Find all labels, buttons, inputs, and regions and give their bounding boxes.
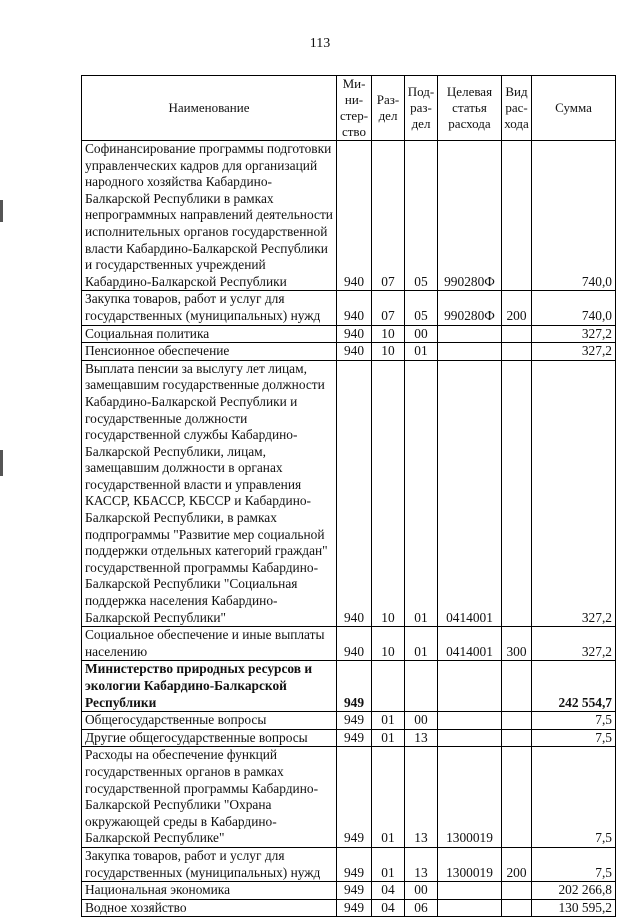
row-subsection: 00	[405, 325, 438, 343]
row-sum: 327,2	[532, 343, 616, 361]
row-section: 07	[372, 141, 405, 291]
row-type	[502, 325, 532, 343]
header-sum: Сумма	[532, 76, 616, 141]
row-type	[502, 882, 532, 900]
row-target	[438, 729, 502, 747]
table-row	[82, 882, 616, 900]
row-target	[438, 899, 502, 917]
row-type: 300	[502, 627, 532, 661]
row-type	[502, 899, 532, 917]
page-number: 113	[309, 36, 331, 51]
row-type	[502, 661, 532, 712]
table-row	[82, 343, 616, 361]
row-name: Софинансирование программы подготовки управленческих кадров для организаций народного хозяйства Кабардино-Балкарской Республики в рамках непрограммных направлений деятельности исполнительных органов государственной власти Кабардино-Балкарской Республики и государственных учреждений Кабардино-Балкарской Республики	[82, 141, 337, 291]
row-subsection: 06	[405, 899, 438, 917]
table-row	[82, 141, 616, 291]
row-section: 10	[372, 325, 405, 343]
row-name: Социальная политика	[82, 325, 337, 343]
table-row	[82, 325, 616, 343]
row-section: 10	[372, 343, 405, 361]
row-subsection: 00	[405, 712, 438, 730]
row-type: 200	[502, 291, 532, 325]
header-section: Раз- дел	[372, 76, 405, 141]
row-name: Национальная экономика	[82, 882, 337, 900]
header-type: Вид рас- хода	[502, 76, 532, 141]
header-name: Наименование	[82, 76, 337, 141]
row-sum: 7,5	[532, 847, 616, 881]
row-target: 0414001	[438, 360, 502, 627]
row-sum: 7,5	[532, 712, 616, 730]
row-section: 01	[372, 729, 405, 747]
row-type	[502, 712, 532, 730]
header-target: Целевая статья расхода	[438, 76, 502, 141]
row-target	[438, 661, 502, 712]
row-subsection: 05	[405, 291, 438, 325]
row-subsection	[405, 661, 438, 712]
row-ministry: 949	[337, 712, 372, 730]
table-row	[82, 847, 616, 881]
row-subsection: 01	[405, 343, 438, 361]
row-sum: 740,0	[532, 141, 616, 291]
table-row	[82, 747, 616, 848]
row-name: Водное хозяйство	[82, 899, 337, 917]
row-sum: 327,2	[532, 325, 616, 343]
row-target: 990280Ф	[438, 141, 502, 291]
row-target: 990280Ф	[438, 291, 502, 325]
row-type: 200	[502, 847, 532, 881]
row-sum: 202 266,8	[532, 882, 616, 900]
row-type	[502, 360, 532, 627]
scan-edge-mark	[0, 450, 3, 476]
row-section	[372, 661, 405, 712]
budget-table	[81, 75, 616, 917]
row-type	[502, 747, 532, 848]
row-ministry: 949	[337, 747, 372, 848]
row-section: 10	[372, 627, 405, 661]
row-ministry: 949	[337, 661, 372, 712]
row-sum: 242 554,7	[532, 661, 616, 712]
row-name: Пенсионное обеспечение	[82, 343, 337, 361]
row-ministry: 940	[337, 325, 372, 343]
header-ministry: Ми- ни- стер- ство	[337, 76, 372, 141]
row-ministry: 949	[337, 847, 372, 881]
row-subsection: 01	[405, 627, 438, 661]
scan-edge-mark	[0, 200, 3, 222]
row-target: 1300019	[438, 847, 502, 881]
row-ministry: 949	[337, 882, 372, 900]
table-row	[82, 360, 616, 627]
row-subsection: 05	[405, 141, 438, 291]
row-target	[438, 343, 502, 361]
row-sum: 7,5	[532, 747, 616, 848]
row-sum: 327,2	[532, 360, 616, 627]
row-section: 01	[372, 747, 405, 848]
header-row	[82, 76, 616, 141]
table-row	[82, 899, 616, 917]
row-ministry: 940	[337, 360, 372, 627]
row-target	[438, 712, 502, 730]
row-target: 0414001	[438, 627, 502, 661]
row-subsection: 00	[405, 882, 438, 900]
row-subsection: 01	[405, 360, 438, 627]
row-target	[438, 882, 502, 900]
row-name: Закупка товаров, работ и услуг для государственных (муниципальных) нужд	[82, 847, 337, 881]
table-row	[82, 661, 616, 712]
table-row	[82, 729, 616, 747]
row-section: 10	[372, 360, 405, 627]
row-section: 01	[372, 847, 405, 881]
row-type	[502, 729, 532, 747]
row-sum: 130 595,2	[532, 899, 616, 917]
row-ministry: 940	[337, 627, 372, 661]
row-name: Расходы на обеспечение функций государственных органов в рамках государственной программы Кабардино-Балкарской Республики "Охрана окружающей среды в Кабардино-Балкарской Республике"	[82, 747, 337, 848]
row-target	[438, 325, 502, 343]
row-subsection: 13	[405, 729, 438, 747]
row-name: Выплата пенсии за выслугу лет лицам, замещавшим государственные должности Кабардино-Балкарской Республики и государственные должности государственной службы Кабардино-Балкарской Республики, лицам, замещавшим должности в органах государственной власти и управления КАССР, КБАССР, КБССР и Кабардино-Балкарской Республики, в рамках подпрограммы "Развитие мер социальной поддержки отдельных категорий граждан" государственной программы Кабардино-Балкарской Республики "Социальная поддержка населения Кабардино-Балкарской Республики"	[82, 360, 337, 627]
table-row	[82, 712, 616, 730]
row-ministry: 949	[337, 899, 372, 917]
row-subsection: 13	[405, 847, 438, 881]
row-sum: 7,5	[532, 729, 616, 747]
row-section: 04	[372, 899, 405, 917]
row-sum: 327,2	[532, 627, 616, 661]
row-target: 1300019	[438, 747, 502, 848]
row-ministry: 940	[337, 141, 372, 291]
row-section: 07	[372, 291, 405, 325]
row-section: 04	[372, 882, 405, 900]
row-name: Общегосударственные вопросы	[82, 712, 337, 730]
table-row	[82, 291, 616, 325]
header-subsection: Под- раз- дел	[405, 76, 438, 141]
row-type	[502, 343, 532, 361]
row-ministry: 940	[337, 291, 372, 325]
row-name: Министерство природных ресурсов и экологии Кабардино-Балкарской Республики	[82, 661, 337, 712]
table-row	[82, 627, 616, 661]
row-name: Закупка товаров, работ и услуг для государственных (муниципальных) нужд	[82, 291, 337, 325]
row-name: Социальное обеспечение и иные выплаты населению	[82, 627, 337, 661]
row-section: 01	[372, 712, 405, 730]
row-sum: 740,0	[532, 291, 616, 325]
row-name: Другие общегосударственные вопросы	[82, 729, 337, 747]
row-subsection: 13	[405, 747, 438, 848]
row-ministry: 940	[337, 343, 372, 361]
row-type	[502, 141, 532, 291]
row-ministry: 949	[337, 729, 372, 747]
